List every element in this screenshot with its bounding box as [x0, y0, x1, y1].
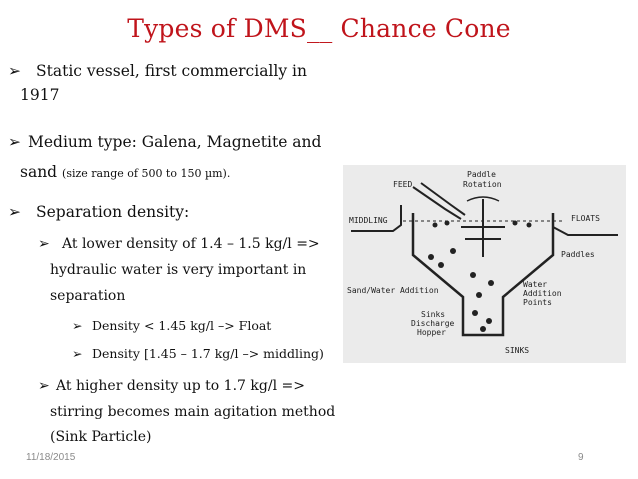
arrow-bullet-icon: ➢: [8, 133, 21, 151]
arrow-bullet-icon: ➢: [38, 236, 50, 252]
label-feed: FEED: [393, 180, 413, 189]
label-points: Points: [523, 298, 552, 307]
arrow-bullet-icon: ➢: [72, 346, 83, 361]
bullet-static-line2: 1917: [20, 86, 60, 104]
slide-date: 11/18/2015: [26, 452, 76, 463]
label-sinks: Sinks: [421, 310, 446, 319]
sub-bullet-higher-line2: stirring becomes main agitation method: [50, 404, 336, 420]
sub-bullet-lower-line1: At lower density of 1.4 – 1.5 kg/l =>: [62, 236, 320, 252]
chance-cone-diagram: [343, 165, 626, 363]
label-hopper: Hopper: [417, 328, 446, 337]
arrow-bullet-icon: ➢: [72, 318, 83, 333]
slide-title: Types of DMS__ Chance Cone: [127, 14, 511, 43]
label-rotation: Rotation: [463, 180, 502, 189]
float-density: Density < 1.45 kg/l –> Float: [92, 318, 272, 333]
label-middling: MIDDLING: [349, 216, 388, 225]
label-addition: Addition: [523, 289, 562, 298]
bullet-separation: Separation density:: [36, 203, 190, 221]
feed-chute-line: [421, 183, 465, 215]
sub-bullet-higher-line1: At higher density up to 1.7 kg/l =>: [56, 378, 305, 394]
bullet-medium-size-range: (size range of 500 to 150 µm).: [62, 167, 231, 180]
arrow-bullet-icon: ➢: [38, 378, 50, 394]
sub-bullet-higher-line3: (Sink Particle): [50, 429, 152, 445]
sub-bullet-lower-line2: hydraulic water is very important in: [50, 262, 307, 278]
label-paddles: Paddles: [561, 250, 595, 259]
arrow-bullet-icon: ➢: [8, 62, 21, 80]
bullet-medium-sand: sand: [20, 163, 58, 181]
sub-bullet-lower-line3: separation: [50, 288, 126, 304]
middling-density: Density [1.45 – 1.7 kg/l –> middling): [92, 346, 324, 361]
label-paddle: Paddle: [467, 170, 496, 179]
label-discharge: Discharge: [411, 319, 455, 328]
slide-number: 9: [578, 452, 584, 463]
label-floats: FLOATS: [571, 214, 600, 223]
label-water: Water: [523, 280, 548, 289]
label-sinks-out: SINKS: [505, 346, 530, 355]
label-sand-water: Sand/Water Addition: [347, 286, 439, 295]
arrow-bullet-icon: ➢: [8, 203, 21, 221]
bullet-medium-line1: Medium type: Galena, Magnetite and: [28, 133, 322, 151]
bullet-static-line1: Static vessel, first commercially in: [36, 62, 307, 80]
floats-weir: [553, 227, 618, 235]
feed-chute-line: [413, 187, 461, 219]
